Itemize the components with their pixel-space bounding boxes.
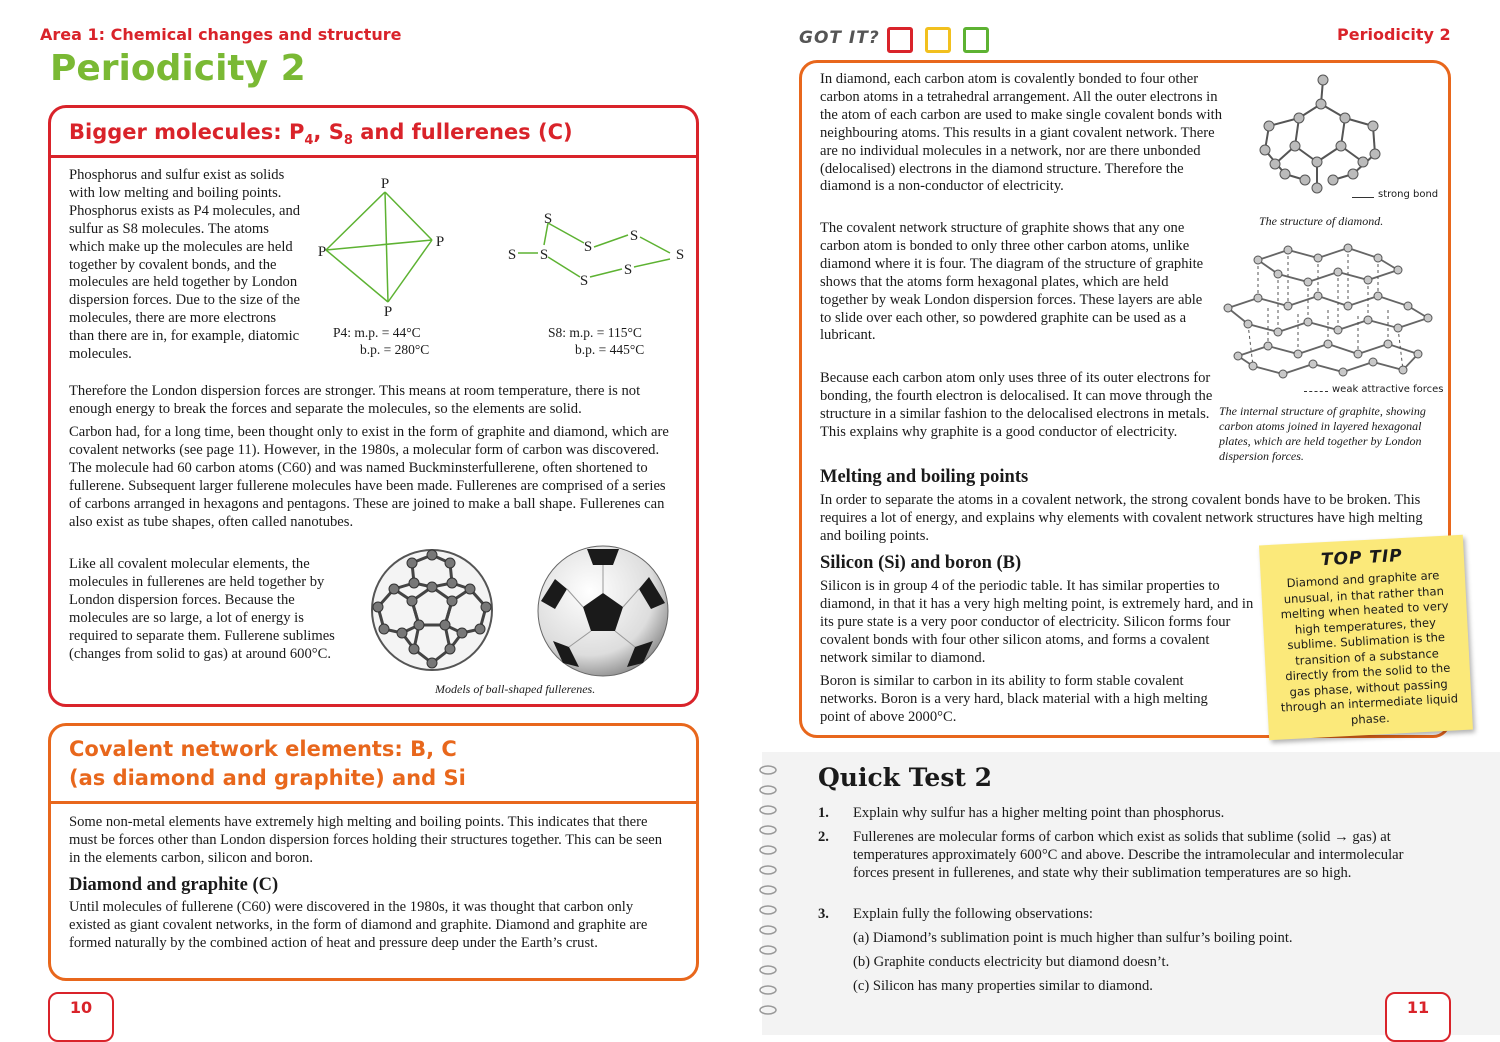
fullerene-paragraph: Like all covalent molecular elements, the molecules in fullerenes are held together by London dispersion forces. Because the molecules are so large, a lot of energy is required to separate them. Fullerene sublimes (changes from solid to gas) at around 600°C. bbox=[69, 556, 335, 662]
bigger-molecules-paragraph-1-tail: Therefore the London dispersion forces are stronger. This means at room temperature, there is not enough energy to break the forces and separate the molecules, so the elements are solid. bbox=[69, 383, 641, 417]
graphite-paragraph: The covalent network structure of graphite shows that any one carbon atom is bonded to only three other carbon atoms, unlike diamond where it is four. The diagram of the structure of graphite shows that the atoms form hexagonal plates, which are held together by weak London dispersion forces. These layers are able to slide over each other, so powdered graphite can be used as a lubricant. bbox=[820, 220, 1204, 344]
question-3: Explain fully the following observations: bbox=[853, 906, 1093, 922]
s8-melting-point: S8: m.p. = 115°C bbox=[548, 325, 642, 340]
strong-bond-key-line bbox=[1352, 197, 1374, 198]
p4-boiling-point: b.p. = 280°C bbox=[360, 342, 430, 357]
page-number: 10 bbox=[69, 998, 93, 1017]
quick-test-title: Quick Test 2 bbox=[818, 763, 993, 792]
boron-paragraph: Boron is similar to carbon in its ability to form stable covalent networks. Boron is a very hard, black material with a high melting point of above 2000°C. bbox=[820, 673, 1208, 725]
question-3-number: 3. bbox=[818, 906, 829, 922]
svg-text:P: P bbox=[317, 244, 327, 260]
svg-text:S: S bbox=[629, 228, 639, 244]
svg-text:S: S bbox=[675, 247, 685, 263]
top-tip-title: TOP TIP bbox=[1320, 545, 1404, 571]
got-it-checkbox-green[interactable] bbox=[963, 27, 989, 53]
svg-text:S: S bbox=[543, 211, 553, 227]
strong-bond-label: strong bond bbox=[1378, 189, 1439, 200]
s8-boiling-point: b.p. = 445°C bbox=[575, 342, 645, 357]
question-3b: (b) Graphite conducts electricity but diamond doesn’t. bbox=[853, 954, 1170, 970]
graphite-caption: The internal structure of graphite, showing carbon atoms joined in layered hexagonal plates, which are held together by London dispersion forces. bbox=[1219, 404, 1426, 463]
diamond-structure-diagram bbox=[1245, 70, 1395, 200]
svg-text:S: S bbox=[579, 273, 589, 289]
fullerene-model-image bbox=[362, 545, 502, 675]
question-1-number: 1. bbox=[818, 805, 829, 821]
spiral-binding-icon bbox=[756, 760, 782, 1035]
diamond-caption: The structure of diamond. bbox=[1259, 214, 1384, 228]
diamond-graphite-paragraph: Until molecules of fullerene (C60) were discovered in the 1980s, it was thought that carbon only existed as giant covalent networks, in the form of diamond and graphite. Diamond and graphite are formed naturally by the combined action of heat and pressure deep under the Earth’s crust. bbox=[69, 899, 648, 951]
diamond-graphite-heading: Diamond and graphite (C) bbox=[69, 875, 279, 895]
question-2: Fullerenes are molecular forms of carbon which exist as solids that sublime (solid → gas) at temperatures approximately 600°C and above. Describe the intramolecular and intermolecular forces present in fullerenes, and state why their sublimation temperatures are so high. bbox=[853, 829, 1404, 881]
fullerene-caption: Models of ball-shaped fullerenes. bbox=[435, 682, 596, 696]
got-it-checkbox-amber[interactable] bbox=[925, 27, 951, 53]
p4-molecule-diagram bbox=[310, 170, 460, 320]
football-image bbox=[535, 543, 671, 679]
bigger-molecules-paragraph-1: Phosphorus and sulfur exist as solids with low melting and boiling points. Phosphorus exists as P4 molecules, and sulfur as S8 molecules. The atoms which make up the molecules are held together by covalent bonds, and the molecules are held together by London dispersion forces. Due to the size of the molecules, there are more electrons than there are in, for example, diatomic molecules. bbox=[69, 167, 301, 363]
got-it-checkbox-red[interactable] bbox=[887, 27, 913, 53]
silicon-boron-heading: Silicon (Si) and boron (B) bbox=[820, 553, 1022, 573]
section-title: Covalent network elements: B, C (as diamond and graphite) and Si bbox=[69, 737, 466, 790]
diamond-paragraph: In diamond, each carbon atom is covalently bonded to four other carbon atoms in a tetrahedral arrangement. All the outer electrons in the atom of each carbon are used to make single covalent bonds with neighbouring atoms. This results in a giant covalent network. There are no individual molecules in a network, nor are there unbonded (delocalised) electrons in the diamond structure. Therefore the diamond is a non-conductor of electricity. bbox=[820, 71, 1223, 195]
section-title: Bigger molecules: $P_4$, $S_8$ and fullerenes (C) bbox=[69, 120, 573, 149]
svg-text:S: S bbox=[539, 247, 549, 263]
svg-text:S: S bbox=[507, 247, 517, 263]
svg-text:P: P bbox=[435, 234, 445, 250]
melting-boiling-paragraph: In order to separate the atoms in a covalent network, the strong covalent bonds have to be broken. This requires a lot of energy, and explains why elements with covalent network structures have high melting and boiling points. bbox=[820, 492, 1423, 544]
covalent-network-paragraph: Some non-metal elements have extremely high melting and boiling points. This indicates that there must be forces other than London dispersion forces holding their structures together. This can be seen in the elements carbon, silicon and boron. bbox=[69, 814, 663, 866]
question-3a: (a) Diamond’s sublimation point is much higher than sulfur’s boiling point. bbox=[853, 930, 1293, 946]
carbon-paragraph: Carbon had, for a long time, been thought only to exist in the form of graphite and diamond, which are covalent networks (see page 11). However, in the 1980s, a molecular form of carbon was discovered. The molecule had 60 carbon atoms (C60) and was named Buckminsterfullerene, often shortened to fullerene. Subsequent larger fullerene molecules have been made. Fullerenes are comprised of a series of carbons arranged in hexagons and pentagons. These are joined to make a ball shape. Fullerenes can also exist as tube shapes, often called nanotubes. bbox=[69, 424, 669, 530]
question-1: Explain why sulfur has a higher melting point than phosphorus. bbox=[853, 805, 1225, 821]
page-title: Periodicity 2 bbox=[50, 48, 306, 89]
delocalised-electron-paragraph: Because each carbon atom only uses three of its outer electrons for bonding, the fourth electron is delocalised. It can move through the structure in a similar fashion to the delocalised electrons in metals. This explains why graphite is a good conductor of electricity. bbox=[820, 370, 1213, 440]
svg-text:S: S bbox=[623, 262, 633, 278]
right-page-title: Periodicity 2 bbox=[1337, 25, 1451, 44]
weak-forces-label: weak attractive forces bbox=[1332, 384, 1444, 395]
weak-forces-key-line bbox=[1304, 391, 1328, 392]
svg-text:P: P bbox=[380, 176, 390, 192]
graphite-structure-diagram bbox=[1218, 240, 1438, 380]
got-it-label: GOT IT? bbox=[799, 28, 880, 48]
p4-melting-point: P4: m.p. = 44°C bbox=[333, 325, 421, 340]
question-3c: (c) Silicon has many properties similar to diamond. bbox=[853, 978, 1153, 994]
right-page-number: 11 bbox=[1406, 998, 1430, 1017]
melting-boiling-heading: Melting and boiling points bbox=[820, 467, 1029, 487]
area-title: Area 1: Chemical changes and structure bbox=[40, 25, 402, 44]
svg-text:S: S bbox=[583, 239, 593, 255]
silicon-paragraph: Silicon is in group 4 of the periodic table. It has similar properties to diamond, in that it has a very high melting point, is extremely hard, and in its pure state is a very poor conductor of electricity. Silicon forms four covalent bonds with four other silicon atoms, and forms a covalent network similar to diamond. bbox=[820, 578, 1254, 666]
question-2-number: 2. bbox=[818, 829, 829, 845]
s8-molecule-diagram bbox=[500, 205, 695, 295]
top-tip-note bbox=[1259, 535, 1473, 740]
svg-text:P: P bbox=[383, 304, 393, 320]
top-tip-text: Diamond and graphite are unusual, in that rather than melting when heated to very high temperatures, they sublime. Sublimation is the transition of a substance directly from the solid to the gas phase, without passing through an intermediate liquid phase. bbox=[1280, 568, 1459, 727]
